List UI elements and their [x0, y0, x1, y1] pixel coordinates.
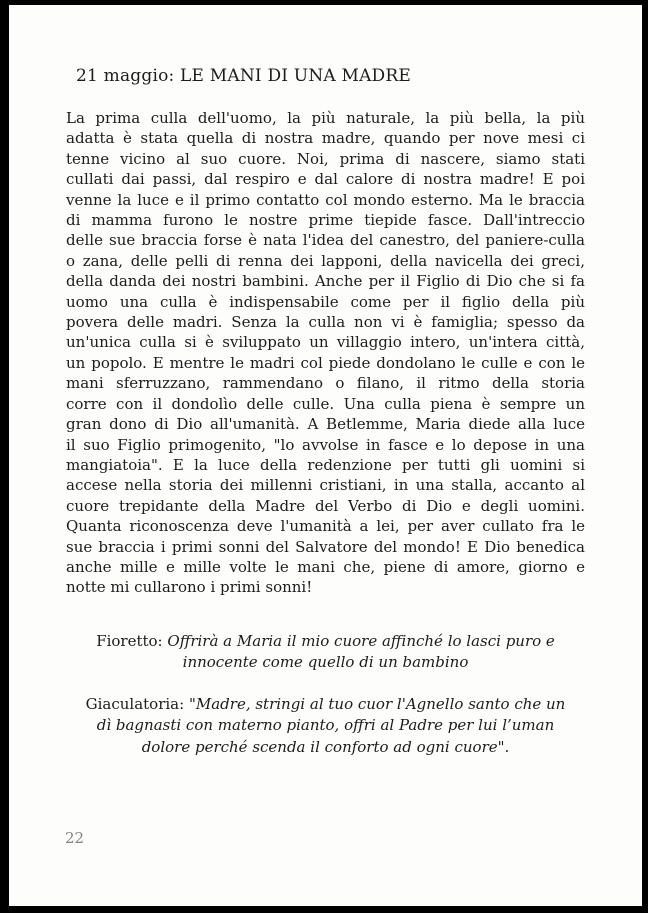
body-paragraph [66, 108, 585, 598]
body-line: il suo Figlio primogenito, "lo avvolse in fasce e lo depose in una [66, 435, 585, 454]
body-line: mani sferruzzano, rammendano o filano, il ritmo della storia [66, 374, 585, 393]
body-line: della danda dei nostri bambini. Anche per il Figlio di Dio che si fa [66, 272, 585, 291]
fioretto-section [66, 631, 585, 674]
body-line: venne la luce e il primo contatto col mondo esterno. Ma le braccia [66, 190, 585, 209]
body-line: accese nella storia dei millenni cristiani, in una stalla, accanto al [66, 476, 585, 495]
giaculatoria-text-line-1: "Madre, stringi al tuo cuor l'Agnello santo che un [188, 695, 566, 713]
fioretto-text-line-1: Offrirà a Maria il mio cuore affinché lo lasci puro e [167, 632, 555, 650]
book-page [9, 5, 642, 906]
fioretto-label: Fioretto: [96, 632, 163, 650]
body-line: uomo una culla è indispensabile come per il figlio della più [66, 292, 585, 311]
body-line: notte mi cullarono i primi sonni! [66, 578, 313, 597]
page-number: 22 [65, 829, 85, 847]
body-line: cullati dai passi, dal respiro e dal calore di nostra madre! E poi [66, 170, 585, 189]
body-line: corre con il dondolìo delle culle. Una culla piena è sempre un [66, 394, 585, 413]
body-line: gran dono di Dio all'umanità. A Betlemme, Maria diede alla luce [66, 415, 585, 434]
page-title: 21 maggio: LE MANI DI UNA MADRE [76, 66, 411, 86]
body-line: sue braccia i primi sonni del Salvatore del mondo! E Dio benedica [66, 537, 585, 556]
giaculatoria-section [66, 694, 585, 758]
body-line: tenne vicino al suo cuore. Noi, prima di nascere, siamo stati [66, 149, 585, 168]
giaculatoria-label: Giaculatoria: [85, 695, 185, 713]
body-line: anche mille e mille volte le mani che, piene di amore, giorno e [66, 557, 585, 576]
body-line: o zana, delle pelli di renna dei lapponi, della navicella dei greci, [66, 251, 585, 270]
fioretto-line-1 [66, 631, 585, 652]
body-line: delle sue braccia forse è nata l'idea del canestro, del paniere-culla [66, 231, 585, 250]
body-line: un popolo. E mentre le madri col piede dondolano le culle e con le [66, 353, 585, 372]
body-line: La prima culla dell'uomo, la più naturale, la più bella, la più [66, 109, 585, 127]
body-line: povera delle madri. Senza la culla non vi è famiglia; spesso da [66, 313, 585, 332]
fioretto-text-line-2: innocente come quello di un bambino [182, 653, 469, 672]
body-line: un'unica culla si è sviluppato un villaggio intero, un'intera città, [66, 333, 585, 352]
body-line: adatta è stata quella di nostra madre, quando per nove mesi ci [66, 129, 585, 148]
body-line: cuore trepidante della Madre del Verbo di Dio e degli uomini. [66, 496, 585, 515]
giaculatoria-text-line-3: dolore perché scenda il conforto ad ogni cuore". [141, 737, 510, 756]
body-line: mangiatoia". E la luce della redenzione per tutti gli uomini si [66, 455, 585, 474]
body-line: di mamma furono le nostre prime tiepide fasce. Dall'intreccio [66, 211, 585, 230]
giaculatoria-text-line-2: dì bagnasti con materno pianto, offri al Padre per lui l’uman [96, 716, 555, 735]
giaculatoria-line-1 [66, 694, 585, 715]
body-line: Quanta riconoscenza deve l'umanità a lei, per aver cullato fra le [66, 517, 585, 536]
